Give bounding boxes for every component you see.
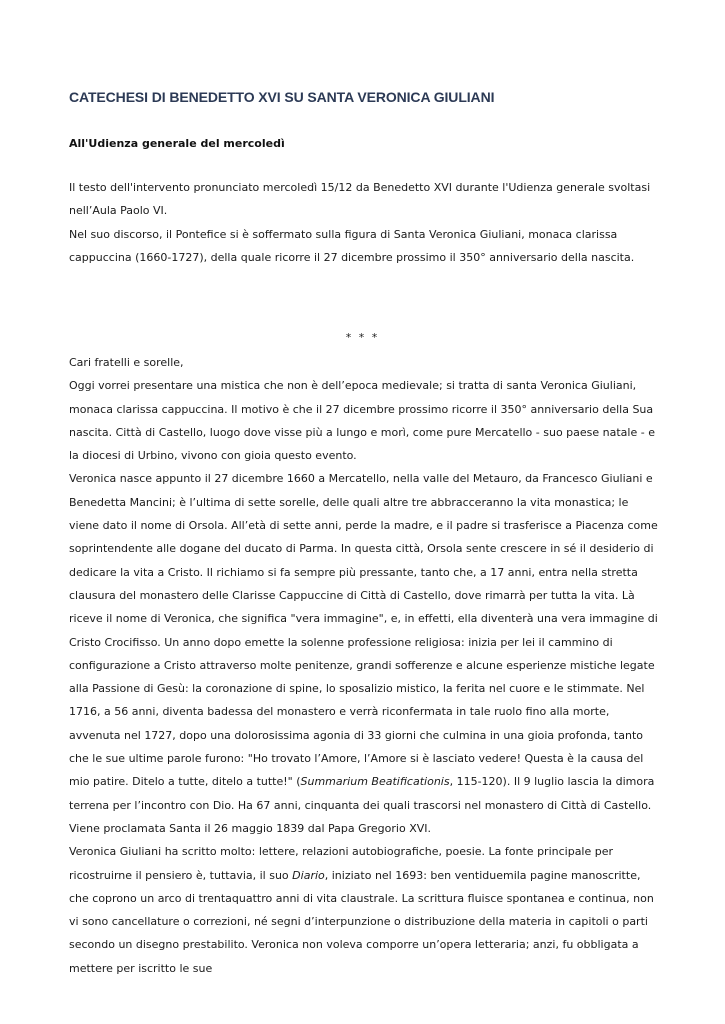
paragraph-2-citation: Summarium Beatificationis (300, 775, 450, 789)
paragraph-3 (69, 840, 659, 980)
catechesis-body (69, 351, 659, 980)
greeting: Cari fratelli e sorelle, (69, 356, 184, 369)
document-subtitle: All'Udienza generale del mercoledì (69, 137, 285, 150)
paragraph-3-diario: Diario (292, 868, 325, 882)
document-title: CATECHESI DI BENEDETTO XVI SU SANTA VERONICA GIULIANI (69, 89, 495, 105)
paragraph-2-text-a: Veronica nasce appunto il 27 dicembre 1660 a Mercatello, nella valle del Metauro, da Francesco Giuliani e Benedetta Mancini; è l’ultima di sette sorelle, delle quali altre tre abbracceranno la vita monastica; le viene dato il nome di Orsola. All’età di sette anni, perde la madre, e il padre si trasferisce a Piacenza come soprintendente alle dogane del ducato di Parma. In questa città, Orsola sente crescere in sé il desiderio di dedicare la vita a Cristo. Il richiamo si fa sempre più pressante, tanto che, a 17 anni, entra nella stretta clausura del monastero delle Clarisse Cappuccine di Città di Castello, dove rimarrà per tutta la vita. Là riceve il nome di Veronica, che significa "vera immagine", e, in effetti, ella diventerà una vera immagine di Cristo Crocifisso. Un anno dopo emette la solenne professione religiosa: inizia per lei il cammino di configurazione a Cristo attraverso molte penitenze, grandi sofferenze e alcune esperienze mistiche legate alla Passione di Gesù: la coronazione di spine, lo sposalizio mistico, la ferita nel cuore e le stimmate. Nel 1716, a 56 anni, diventa badessa del monastero e verrà riconfermata in tale ruolo fino alla morte, avvenuta nel 1727, dopo una dolorosissima agonia di 33 giorni che culmina in una gioia profonda, tanto che le sue ultime parole furono: "Ho trovato l’Amore, l’Amore si è lasciato vedere! Questa è la causa del mio patire. Ditelo a tutte, ditelo a tutte!" ( (69, 472, 658, 789)
paragraph-2 (69, 467, 659, 840)
paragraph-3-text-b: , iniziato nel 1693: ben ventiduemila pagine manoscritte, che coprono un arco di trentaquattro anni di vita claustrale. La scrittura fluisce spontanea e continua, non vi sono cancellature o correzioni, né segni d’interpunzione o distribuzione della materia in capitoli o parti secondo un disegno prestabilito. Veronica non voleva comporre un’opera letteraria; anzi, fu obbligata a mettere per iscritto le sue (69, 868, 654, 975)
paragraph-2-text-b: , 115-120). Il 9 luglio lascia la dimora terrena per l’incontro con Dio. Ha 67 anni, cinquanta dei quali trascorsi nel monastero di Città di Castello. Viene proclamata Santa il 26 maggio 1839 dal Papa Gregorio XVI. (69, 775, 655, 835)
intro-paragraph-1: Il testo dell'intervento pronunciato mercoledì 15/12 da Benedetto XVI durante l'Udienza generale svoltasi nell’Aula Paolo VI. (69, 181, 651, 218)
section-separator: * * * (345, 331, 380, 344)
intro-paragraph-2: Nel suo discorso, il Pontefice si è soffermato sulla figura di Santa Veronica Giuliani, monaca clarissa cappuccina (1660-1727), della quale ricorre il 27 dicembre prossimo il 350° anniversario della nascita. (69, 227, 635, 264)
paragraph-1: Oggi vorrei presentare una mistica che non è dell’epoca medievale; si tratta di santa Veronica Giuliani, monaca clarissa cappuccina. Il motivo è che il 27 dicembre prossimo ricorre il 350° anniversario della Sua nascita. Città di Castello, luogo dove visse più a lungo e morì, come pure Mercatello - suo paese natale - e la diocesi di Urbino, vivono con gioia questo evento. (69, 379, 655, 463)
intro-section (69, 176, 659, 269)
paragraph-3-text-a: Veronica Giuliani ha scritto molto: lettere, relazioni autobiografiche, poesie. La fonte principale per ricostruirne il pensiero è, tuttavia, il suo (69, 845, 614, 882)
